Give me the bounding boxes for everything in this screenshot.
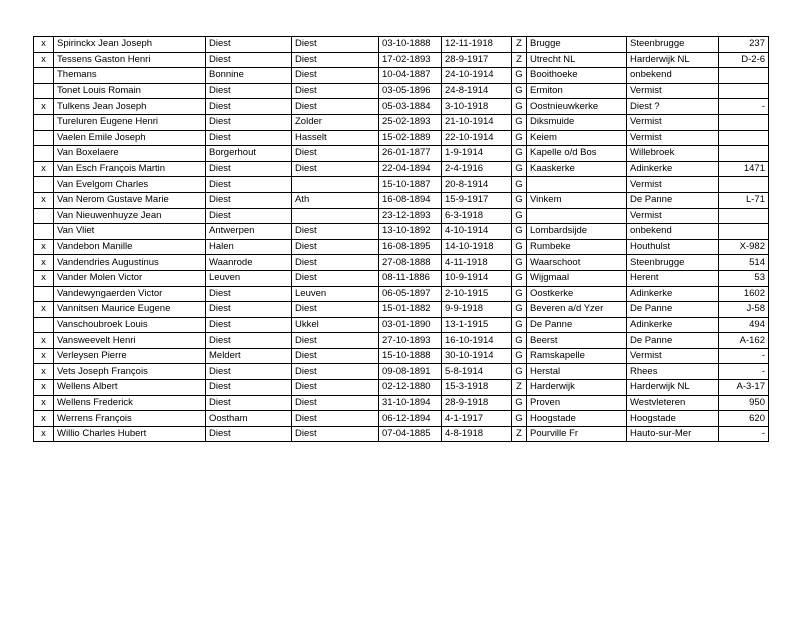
cell-name: Vaelen Emile Joseph <box>54 130 206 146</box>
cell-code: G <box>512 411 527 427</box>
cell-code: G <box>512 83 527 99</box>
cell-death-date: 12-11-1918 <box>442 37 512 53</box>
cell-residence: Diest <box>292 302 379 318</box>
cell-code: G <box>512 99 527 115</box>
cell-death-date: 24-10-1914 <box>442 68 512 84</box>
cell-code: G <box>512 192 527 208</box>
cell-birth-date: 23-12-1893 <box>379 208 442 224</box>
cell-residence: Diest <box>292 99 379 115</box>
cell-residence: Diest <box>292 224 379 240</box>
cell-mark: x <box>34 52 54 68</box>
cell-mark <box>34 208 54 224</box>
cell-burial-place: Adinkerke <box>627 161 719 177</box>
cell-burial-place: Steenbrugge <box>627 255 719 271</box>
cell-burial-place: Vermist <box>627 348 719 364</box>
cell-death-date: 15-3-1918 <box>442 380 512 396</box>
cell-birthplace: Antwerpen <box>206 224 292 240</box>
cell-birth-date: 31-10-1894 <box>379 395 442 411</box>
cell-burial-place: Vermist <box>627 130 719 146</box>
cell-death-place: Vinkem <box>527 192 627 208</box>
cell-death-date: 2-4-1916 <box>442 161 512 177</box>
cell-code: G <box>512 364 527 380</box>
table-row <box>34 37 769 53</box>
table-row <box>34 255 769 271</box>
cell-birthplace: Diest <box>206 364 292 380</box>
cell-grave-number <box>719 68 769 84</box>
table-row <box>34 146 769 162</box>
cell-code: Z <box>512 380 527 396</box>
cell-mark: x <box>34 161 54 177</box>
cell-residence: Diest <box>292 239 379 255</box>
cell-death-place: Hoogstade <box>527 411 627 427</box>
table-row <box>34 192 769 208</box>
cell-death-place: Brugge <box>527 37 627 53</box>
table-row <box>34 52 769 68</box>
table-row <box>34 364 769 380</box>
cell-grave-number: A-3-17 <box>719 380 769 396</box>
cell-birth-date: 10-04-1887 <box>379 68 442 84</box>
cell-mark: x <box>34 348 54 364</box>
cell-grave-number: D-2-6 <box>719 52 769 68</box>
cell-burial-place: Hoogstade <box>627 411 719 427</box>
cell-code: G <box>512 255 527 271</box>
cell-name: Van Evelgom Charles <box>54 177 206 193</box>
cell-birthplace: Diest <box>206 177 292 193</box>
cell-death-place: Oostkerke <box>527 286 627 302</box>
cell-grave-number <box>719 83 769 99</box>
cell-mark: x <box>34 380 54 396</box>
cell-grave-number <box>719 114 769 130</box>
cell-burial-place: Vermist <box>627 177 719 193</box>
cell-code: G <box>512 146 527 162</box>
cell-burial-place: Hauto-sur-Mer <box>627 426 719 442</box>
cell-grave-number: X-982 <box>719 239 769 255</box>
cell-burial-place: onbekend <box>627 68 719 84</box>
cell-birthplace: Borgerhout <box>206 146 292 162</box>
cell-burial-place: Diest ? <box>627 99 719 115</box>
cell-residence: Diest <box>292 161 379 177</box>
cell-birth-date: 03-01-1890 <box>379 317 442 333</box>
cell-birthplace: Diest <box>206 37 292 53</box>
cell-death-date: 4-8-1918 <box>442 426 512 442</box>
cell-name: Tureluren Eugene Henri <box>54 114 206 130</box>
cell-mark <box>34 146 54 162</box>
cell-birth-date: 03-05-1896 <box>379 83 442 99</box>
cell-residence <box>292 208 379 224</box>
cell-residence: Diest <box>292 52 379 68</box>
table-row <box>34 239 769 255</box>
table-row <box>34 83 769 99</box>
cell-code: G <box>512 317 527 333</box>
cell-death-date: 28-9-1918 <box>442 395 512 411</box>
cell-birthplace: Meldert <box>206 348 292 364</box>
cell-name: Vanschoubroek Louis <box>54 317 206 333</box>
cell-birth-date: 15-10-1887 <box>379 177 442 193</box>
cell-mark <box>34 130 54 146</box>
cell-burial-place: De Panne <box>627 192 719 208</box>
cell-name: Wellens Frederick <box>54 395 206 411</box>
cell-residence: Ukkel <box>292 317 379 333</box>
table-row <box>34 302 769 318</box>
cell-mark <box>34 317 54 333</box>
cell-birth-date: 07-04-1885 <box>379 426 442 442</box>
cell-mark <box>34 286 54 302</box>
cell-code: G <box>512 286 527 302</box>
cell-mark: x <box>34 333 54 349</box>
cell-death-date: 10-9-1914 <box>442 270 512 286</box>
cell-name: Werrens François <box>54 411 206 427</box>
cell-death-place: Ramskapelle <box>527 348 627 364</box>
cell-birth-date: 15-02-1889 <box>379 130 442 146</box>
cell-residence: Zolder <box>292 114 379 130</box>
cell-name: Tulkens Jean Joseph <box>54 99 206 115</box>
cell-mark: x <box>34 302 54 318</box>
cell-code: Z <box>512 52 527 68</box>
table-row <box>34 348 769 364</box>
cell-code: G <box>512 302 527 318</box>
cell-name: Verleysen Pierre <box>54 348 206 364</box>
table-row <box>34 426 769 442</box>
cell-death-place: Wijgmaal <box>527 270 627 286</box>
cell-burial-place: Harderwijk NL <box>627 52 719 68</box>
cell-birthplace: Halen <box>206 239 292 255</box>
cell-code: G <box>512 348 527 364</box>
cell-burial-place: Steenbrugge <box>627 37 719 53</box>
cell-residence: Diest <box>292 395 379 411</box>
cell-code: G <box>512 130 527 146</box>
cell-birthplace: Diest <box>206 99 292 115</box>
cell-residence: Diest <box>292 380 379 396</box>
cell-name: Tessens Gaston Henri <box>54 52 206 68</box>
table-row <box>34 177 769 193</box>
cell-code: Z <box>512 426 527 442</box>
cell-residence: Diest <box>292 348 379 364</box>
cell-grave-number: 1471 <box>719 161 769 177</box>
cell-birthplace: Diest <box>206 426 292 442</box>
cell-death-place: Waarschoot <box>527 255 627 271</box>
cell-death-date: 14-10-1918 <box>442 239 512 255</box>
cell-birth-date: 05-03-1884 <box>379 99 442 115</box>
cell-name: Vandebon Manille <box>54 239 206 255</box>
cell-name: Van Nieuwenhuyze Jean <box>54 208 206 224</box>
cell-burial-place: Adinkerke <box>627 317 719 333</box>
cell-birthplace: Diest <box>206 114 292 130</box>
cell-name: Van Boxelaere <box>54 146 206 162</box>
cell-grave-number: 494 <box>719 317 769 333</box>
cell-death-date: 21-10-1914 <box>442 114 512 130</box>
cell-birthplace: Diest <box>206 130 292 146</box>
cell-mark: x <box>34 395 54 411</box>
cell-code: G <box>512 208 527 224</box>
table-row <box>34 395 769 411</box>
cell-code: G <box>512 239 527 255</box>
cell-death-date: 2-10-1915 <box>442 286 512 302</box>
cell-death-place: Harderwijk <box>527 380 627 396</box>
cell-death-place <box>527 177 627 193</box>
table-row <box>34 68 769 84</box>
cell-grave-number: A-162 <box>719 333 769 349</box>
table-row <box>34 224 769 240</box>
cell-grave-number: 237 <box>719 37 769 53</box>
cell-death-date: 3-10-1918 <box>442 99 512 115</box>
cell-mark: x <box>34 239 54 255</box>
table-row <box>34 333 769 349</box>
cell-birthplace: Diest <box>206 286 292 302</box>
cell-birth-date: 02-12-1880 <box>379 380 442 396</box>
cell-mark <box>34 114 54 130</box>
cell-birth-date: 17-02-1893 <box>379 52 442 68</box>
cell-mark: x <box>34 192 54 208</box>
cell-death-date: 4-1-1917 <box>442 411 512 427</box>
cell-residence: Diest <box>292 68 379 84</box>
cell-death-date: 30-10-1914 <box>442 348 512 364</box>
cell-death-place: Ermiton <box>527 83 627 99</box>
cell-residence: Diest <box>292 364 379 380</box>
cell-code: G <box>512 114 527 130</box>
cell-residence: Diest <box>292 411 379 427</box>
cell-burial-place: Vermist <box>627 114 719 130</box>
cell-burial-place: Rhees <box>627 364 719 380</box>
cell-death-place: Rumbeke <box>527 239 627 255</box>
cell-death-date: 4-11-1918 <box>442 255 512 271</box>
cell-death-date: 13-1-1915 <box>442 317 512 333</box>
cell-name: Van Nerom Gustave Marie <box>54 192 206 208</box>
table-row <box>34 114 769 130</box>
cell-death-place: De Panne <box>527 317 627 333</box>
cell-grave-number <box>719 130 769 146</box>
cell-mark: x <box>34 411 54 427</box>
cell-name: Tonet Louis Romain <box>54 83 206 99</box>
cell-residence <box>292 177 379 193</box>
cell-mark: x <box>34 426 54 442</box>
cell-birthplace: Diest <box>206 83 292 99</box>
cell-burial-place: Adinkerke <box>627 286 719 302</box>
cell-death-date: 24-8-1914 <box>442 83 512 99</box>
cell-grave-number: 950 <box>719 395 769 411</box>
cell-birth-date: 27-10-1893 <box>379 333 442 349</box>
cell-death-place: Proven <box>527 395 627 411</box>
cell-birthplace: Diest <box>206 395 292 411</box>
cell-grave-number: - <box>719 99 769 115</box>
cell-code: G <box>512 224 527 240</box>
cell-code: G <box>512 270 527 286</box>
cell-code: G <box>512 161 527 177</box>
cell-grave-number: - <box>719 348 769 364</box>
cell-grave-number: 514 <box>719 255 769 271</box>
cell-death-date: 6-3-1918 <box>442 208 512 224</box>
cell-death-place: Diksmuide <box>527 114 627 130</box>
cell-mark: x <box>34 364 54 380</box>
table-row <box>34 130 769 146</box>
cell-code: G <box>512 395 527 411</box>
cell-residence: Hasselt <box>292 130 379 146</box>
cell-death-place: Keiem <box>527 130 627 146</box>
cell-birth-date: 25-02-1893 <box>379 114 442 130</box>
cell-name: Wellens Albert <box>54 380 206 396</box>
table-row <box>34 317 769 333</box>
cell-mark: x <box>34 270 54 286</box>
cell-birthplace: Diest <box>206 192 292 208</box>
cell-death-date: 9-9-1918 <box>442 302 512 318</box>
cell-birthplace: Leuven <box>206 270 292 286</box>
cell-death-place: Beerst <box>527 333 627 349</box>
cell-mark <box>34 224 54 240</box>
cell-name: Vets Joseph François <box>54 364 206 380</box>
cell-grave-number <box>719 146 769 162</box>
table-row <box>34 286 769 302</box>
cell-grave-number: J-58 <box>719 302 769 318</box>
cell-death-place: Utrecht NL <box>527 52 627 68</box>
cell-mark <box>34 68 54 84</box>
cell-birth-date: 13-10-1892 <box>379 224 442 240</box>
cell-mark: x <box>34 37 54 53</box>
cell-death-date: 4-10-1914 <box>442 224 512 240</box>
cell-name: Themans <box>54 68 206 84</box>
cell-burial-place: Vermist <box>627 83 719 99</box>
cell-death-date: 5-8-1914 <box>442 364 512 380</box>
cell-name: Vandendries Augustinus <box>54 255 206 271</box>
cell-birth-date: 22-04-1894 <box>379 161 442 177</box>
cell-mark: x <box>34 255 54 271</box>
cell-birth-date: 15-10-1888 <box>379 348 442 364</box>
cell-burial-place: onbekend <box>627 224 719 240</box>
cell-code: G <box>512 177 527 193</box>
cell-grave-number: 53 <box>719 270 769 286</box>
cell-birth-date: 15-01-1882 <box>379 302 442 318</box>
table-row <box>34 161 769 177</box>
cell-birth-date: 06-12-1894 <box>379 411 442 427</box>
cell-residence: Diest <box>292 333 379 349</box>
cell-birth-date: 26-01-1877 <box>379 146 442 162</box>
table-row <box>34 380 769 396</box>
table-row <box>34 411 769 427</box>
cell-death-place: Kaaskerke <box>527 161 627 177</box>
cell-death-date: 16-10-1914 <box>442 333 512 349</box>
table-row <box>34 208 769 224</box>
cell-residence: Diest <box>292 426 379 442</box>
cell-birthplace: Bonnine <box>206 68 292 84</box>
table-row <box>34 99 769 115</box>
cell-mark: x <box>34 99 54 115</box>
cell-burial-place: Herent <box>627 270 719 286</box>
cell-code: Z <box>512 37 527 53</box>
cell-death-date: 1-9-1914 <box>442 146 512 162</box>
cell-grave-number: L-71 <box>719 192 769 208</box>
cell-death-date: 20-8-1914 <box>442 177 512 193</box>
cell-birth-date: 03-10-1888 <box>379 37 442 53</box>
cell-grave-number <box>719 177 769 193</box>
cell-grave-number: 620 <box>719 411 769 427</box>
cell-birth-date: 27-08-1888 <box>379 255 442 271</box>
cell-birth-date: 16-08-1895 <box>379 239 442 255</box>
table-row <box>34 270 769 286</box>
cell-code: G <box>512 68 527 84</box>
cell-residence: Diest <box>292 146 379 162</box>
roll-table <box>33 36 769 442</box>
cell-name: Vannitsen Maurice Eugene <box>54 302 206 318</box>
cell-death-place: Oostnieuwkerke <box>527 99 627 115</box>
cell-birth-date: 08-11-1886 <box>379 270 442 286</box>
cell-burial-place: Houthulst <box>627 239 719 255</box>
cell-grave-number: - <box>719 426 769 442</box>
cell-name: Spirinckx Jean Joseph <box>54 37 206 53</box>
cell-birthplace: Waanrode <box>206 255 292 271</box>
cell-residence: Diest <box>292 83 379 99</box>
cell-birth-date: 16-08-1894 <box>379 192 442 208</box>
cell-name: Willio Charles Hubert <box>54 426 206 442</box>
cell-burial-place: Harderwijk NL <box>627 380 719 396</box>
cell-name: Van Esch François Martin <box>54 161 206 177</box>
cell-name: Vander Molen Victor <box>54 270 206 286</box>
cell-birthplace: Diest <box>206 302 292 318</box>
roll-table-body <box>34 37 769 442</box>
cell-grave-number <box>719 208 769 224</box>
cell-burial-place: De Panne <box>627 333 719 349</box>
cell-name: Vandewyngaerden Victor <box>54 286 206 302</box>
cell-birthplace: Diest <box>206 333 292 349</box>
cell-death-place: Beveren a/d Yzer <box>527 302 627 318</box>
cell-death-date: 15-9-1917 <box>442 192 512 208</box>
cell-birthplace: Diest <box>206 380 292 396</box>
cell-grave-number: - <box>719 364 769 380</box>
cell-birthplace: Diest <box>206 208 292 224</box>
cell-death-place <box>527 208 627 224</box>
cell-birth-date: 09-08-1891 <box>379 364 442 380</box>
cell-mark <box>34 177 54 193</box>
cell-death-date: 22-10-1914 <box>442 130 512 146</box>
cell-burial-place: Westvleteren <box>627 395 719 411</box>
cell-mark <box>34 83 54 99</box>
cell-burial-place: Willebroek <box>627 146 719 162</box>
cell-birthplace: Diest <box>206 161 292 177</box>
cell-birthplace: Diest <box>206 52 292 68</box>
cell-residence: Ath <box>292 192 379 208</box>
cell-grave-number: 1602 <box>719 286 769 302</box>
cell-death-place: Kapelle o/d Bos <box>527 146 627 162</box>
cell-residence: Diest <box>292 270 379 286</box>
cell-burial-place: Vermist <box>627 208 719 224</box>
cell-residence: Leuven <box>292 286 379 302</box>
cell-residence: Diest <box>292 255 379 271</box>
cell-death-place: Lombardsijde <box>527 224 627 240</box>
cell-burial-place: De Panne <box>627 302 719 318</box>
cell-name: Vansweevelt Henri <box>54 333 206 349</box>
cell-residence: Diest <box>292 37 379 53</box>
cell-grave-number <box>719 224 769 240</box>
cell-birth-date: 06-05-1897 <box>379 286 442 302</box>
cell-code: G <box>512 333 527 349</box>
cell-death-place: Herstal <box>527 364 627 380</box>
cell-death-place: Booithoeke <box>527 68 627 84</box>
cell-birthplace: Diest <box>206 317 292 333</box>
cell-birthplace: Oostham <box>206 411 292 427</box>
cell-death-date: 28-9-1917 <box>442 52 512 68</box>
cell-death-place: Pourville Fr <box>527 426 627 442</box>
cell-name: Van Vliet <box>54 224 206 240</box>
